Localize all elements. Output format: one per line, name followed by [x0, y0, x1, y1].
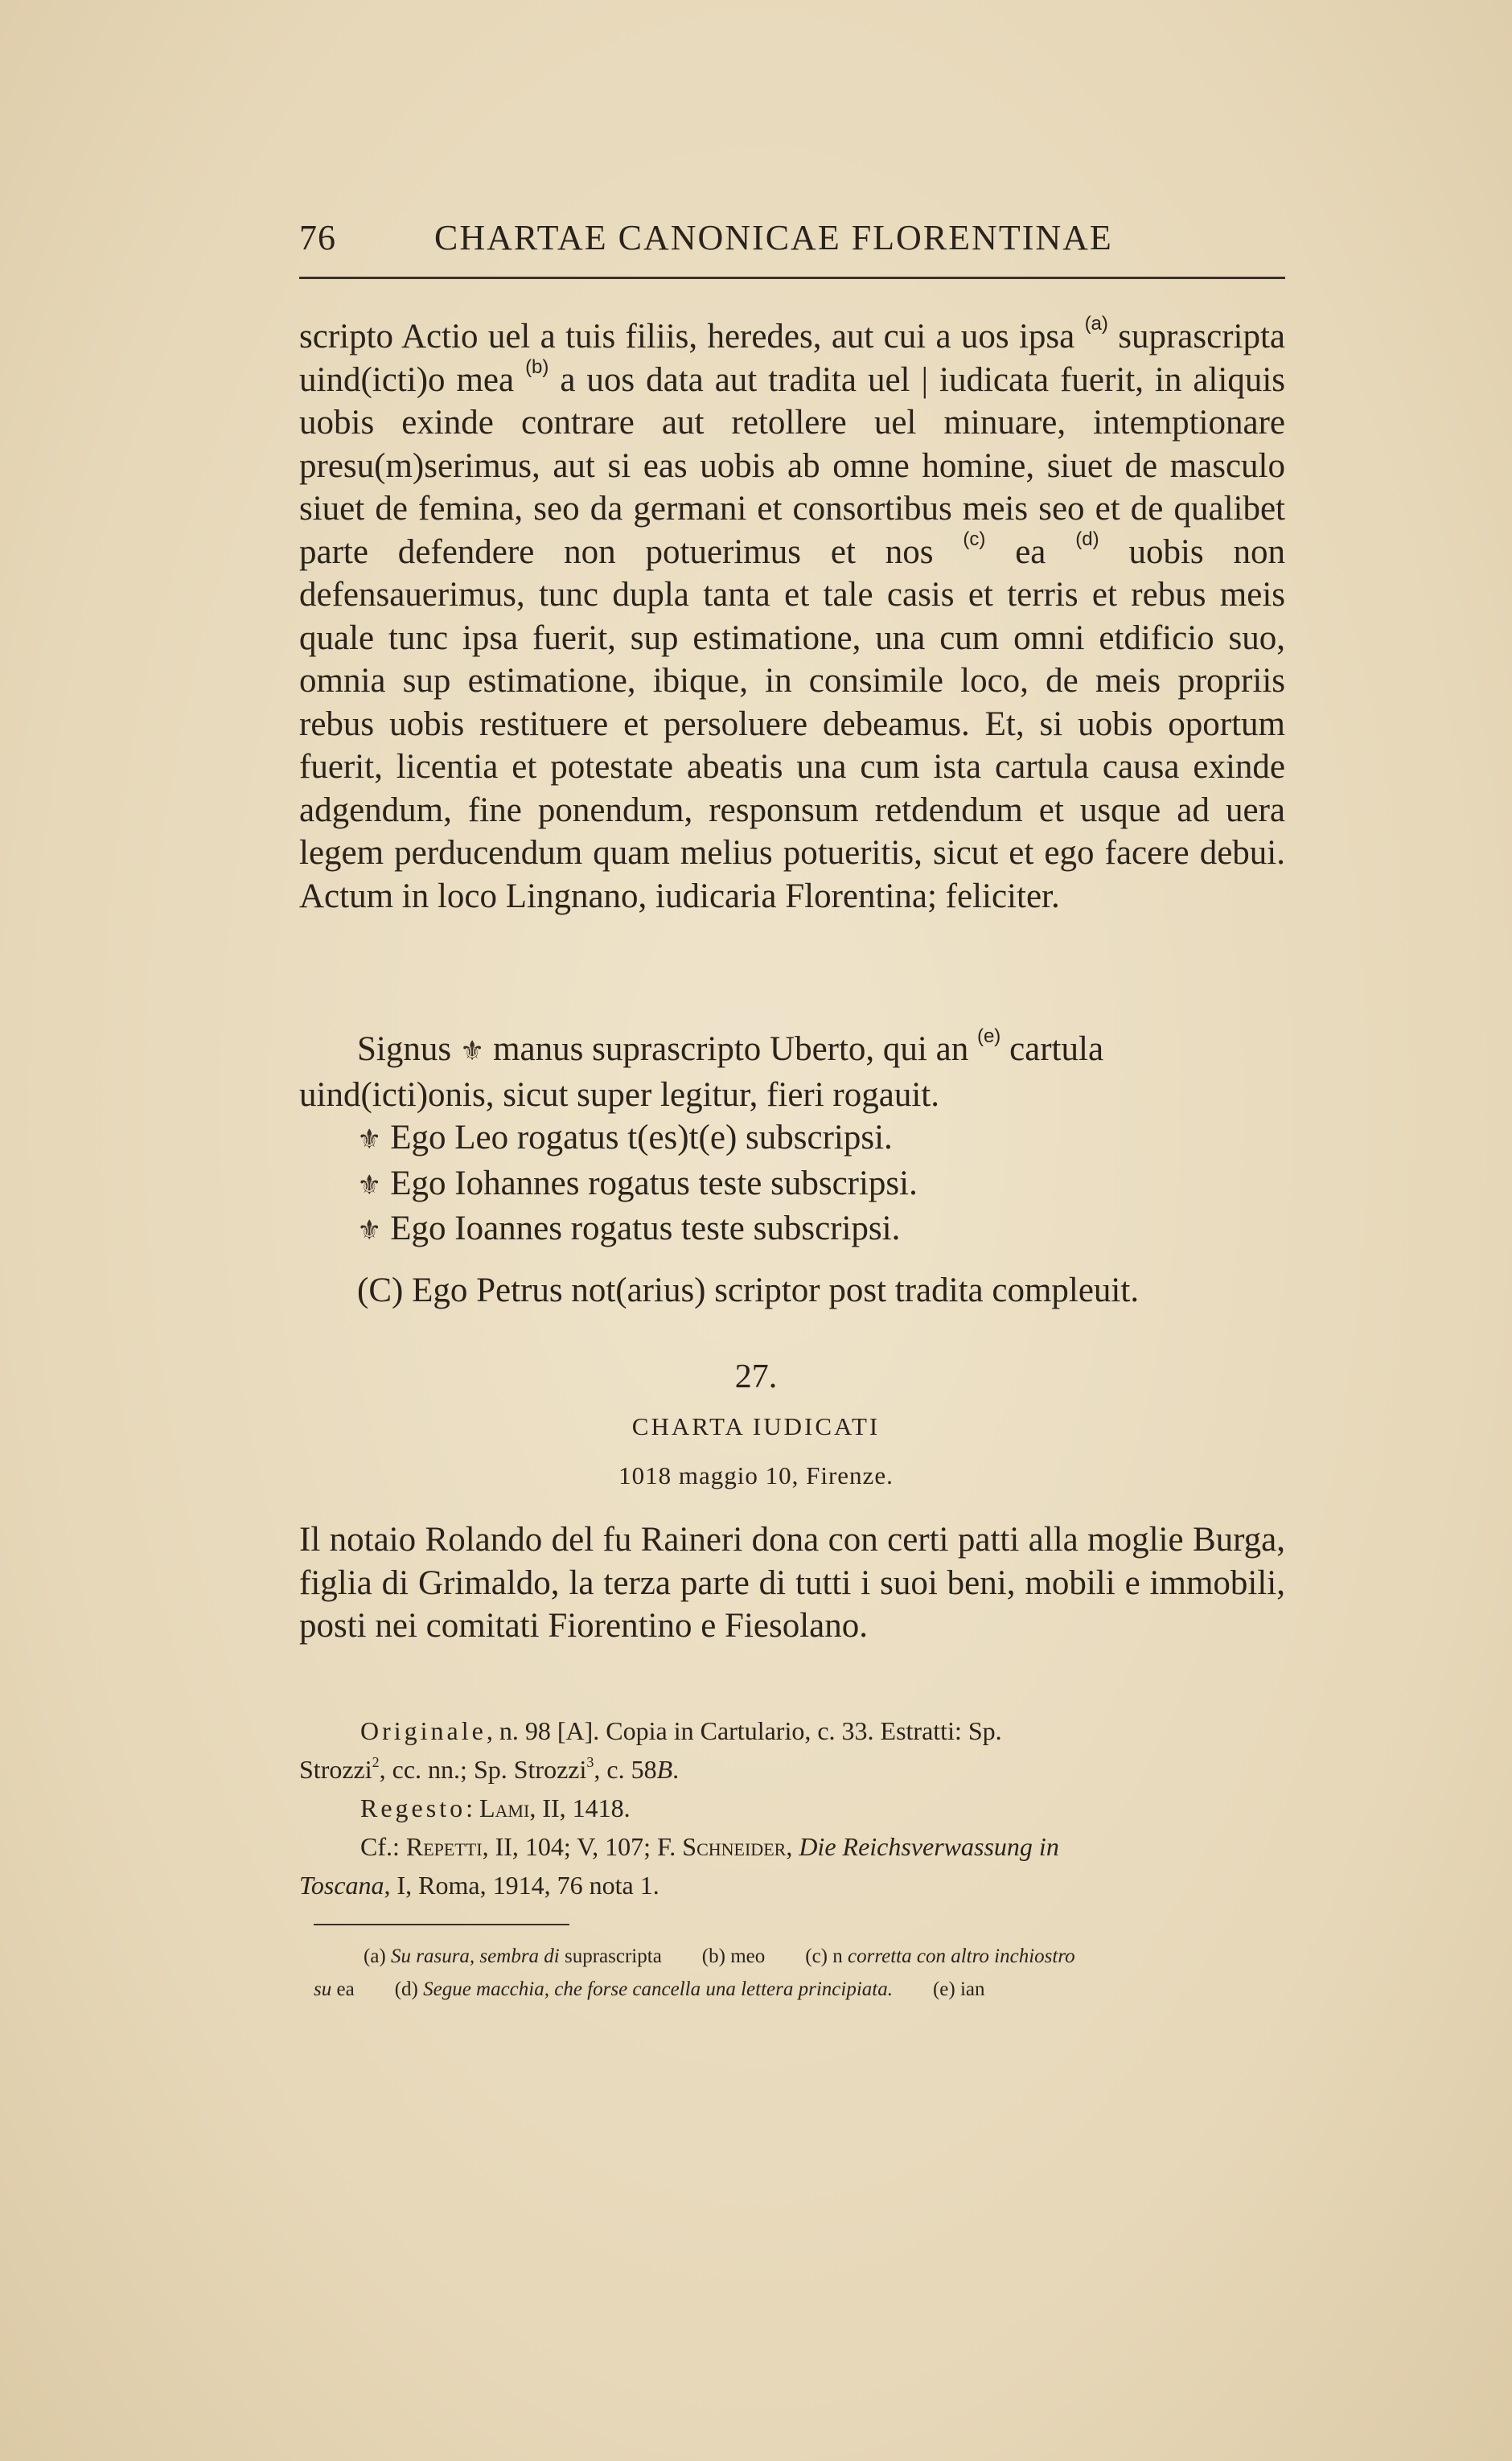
sources-line-cf-2: Toscana, I, Roma, 1914, 76 nota 1.	[299, 1871, 659, 1900]
document-summary: Il notaio Rolando del fu Raineri dona con certi patti alla moglie Burga, figlia di Grimaldo, la terza parte di tutti i suoi beni, mobili e immobili, posti nei comitati Fiorentino e Fiesolano.	[299, 1521, 1285, 1645]
cross-icon: ⚜	[357, 1170, 382, 1201]
charter-paragraph: scripto Actio uel a tuis filiis, heredes, aut cui a uos ipsa $^{(a)}$ suprascripta uind(icti)o mea $^{(b)}$ a uos data aut tradita uel | iudicata fuerit, in aliquis uobis exinde contrare aut retollere uel minuare, intemptionare presu(m)serimus, aut si eas uobis ab omne homine, siuet de masculo siuet de femina, seo da germani et consortibus meis seo et de qualibet parte defendere non potuerimus et nos $^{(c)}$ ea $^{(d)}$ uobis non defensauerimus, tunc dupla tanta et tale casis et terris et rebus meis quale tunc ipsa fuerit, sup estimatione, una cum omni etdificio suo, omnia sup estimatione, ibique, in consimile loco, de meis propriis rebus uobis restituere et persoluere debeamus. Et, si uobis oportum fuerit, licentia et potestate abeatis una cum ista cartula causa exinde adgendum, fine ponendum, responsum retdendum et usque ad uera legem perducendum quam melius potueritis, sicut et ego facere debui. Actum in loco Lingnano, iudicaria Florentina; feliciter.	[299, 313, 1286, 915]
footnote-ref-b: (b)	[525, 355, 549, 378]
notary-subscription: (C) Ego Petrus not(arius) scriptor post tradita compleuit.	[357, 1271, 1140, 1309]
running-title: CHARTAE CANONICAE FLORENTINAE	[434, 218, 1113, 257]
cross-icon: ⚜	[459, 1037, 485, 1066]
footnote-ref-c: (c)	[963, 528, 986, 550]
witness-signature: ⚜ Ego Ioannes rogatus teste subscripsi.	[299, 1207, 1285, 1253]
sources-line-regesto: Regesto: Lami, II, 1418.	[360, 1793, 631, 1822]
sources-line-strozzi: Strozzi$^2$, cc. nn.; Sp. Strozzi$^3$, c. 58B.	[299, 1754, 680, 1784]
footnote-rule	[314, 1924, 569, 1925]
document-number: 27.	[734, 1358, 778, 1395]
document-date: 1018 maggio 10, Firenze.	[618, 1461, 894, 1489]
signum-line: Signus ⚜ manus suprascripto Uberto, qui an $^{(e)}$ cartula	[299, 1028, 1285, 1074]
footnote-ref-d: (d)	[1075, 528, 1099, 550]
sources-apparatus	[299, 1711, 1285, 1904]
footnote-line-1: (a) Su rasura, sembra di suprascripta (b) meo (c) n corretta con altro inchiostro	[364, 1945, 1075, 1967]
charter-text	[299, 315, 1285, 918]
footnotes	[314, 1940, 1303, 2006]
witness-signature: ⚜ Ego Leo rogatus t(es)t(e) subscripsi.	[299, 1116, 1285, 1162]
header-rule	[299, 277, 1285, 279]
footnote-ref-a: (a)	[1084, 313, 1108, 335]
footnote-ref-e: (e)	[976, 1025, 1001, 1047]
sources-line-originale: Originale, n. 98 [A]. Copia in Cartulario, c. 33. Estratti: Sp.	[360, 1716, 1002, 1745]
sources-line-cf: Cf.: Repetti, II, 104; V, 107; F. Schneider, Die Reichsverwassung in	[360, 1832, 1059, 1861]
cross-icon: ⚜	[357, 1216, 382, 1246]
signatures-block	[299, 1025, 1285, 1312]
witness-signature: ⚜ Ego Iohannes rogatus teste subscripsi.	[299, 1162, 1285, 1208]
page-number: 76	[299, 218, 336, 257]
footnote-line-2: su ea (d) Segue macchia, che forse cancella una lettera principiata. (e) ian	[314, 1978, 985, 2000]
signum-line-2: uind(icti)onis, sicut super legitur, fieri rogauit.	[299, 1075, 939, 1114]
cross-icon: ⚜	[357, 1125, 382, 1155]
document-title: CHARTA IUDICATI	[631, 1412, 881, 1440]
